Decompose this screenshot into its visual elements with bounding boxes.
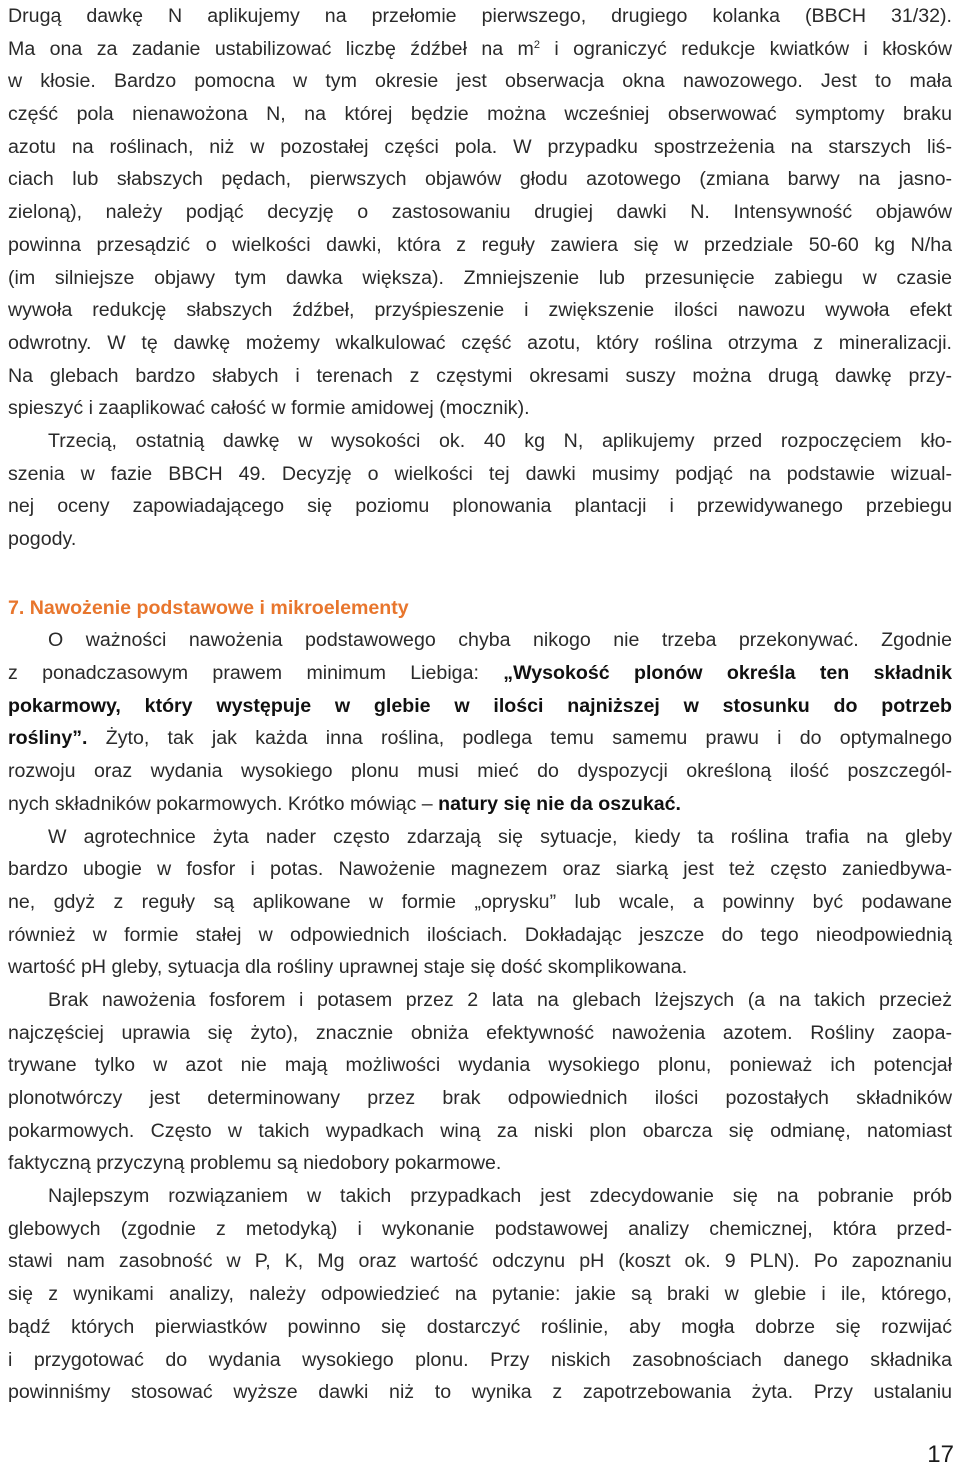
text-line: szenia w fazie BBCH 49. Decyzję o wielkości tej dawki musimy podjąć na podstawie wizual- bbox=[8, 462, 952, 485]
text-line: z ponadczasowym prawem minimum Liebiga: „Wysokość plonów określa ten składnik bbox=[8, 662, 952, 685]
paragraph-phosphorus-potassium bbox=[8, 984, 952, 1180]
text-line: zieloną), należy podjąć decyzję o zastosowaniu drugiej dawki N. Intensywność objawów bbox=[8, 201, 952, 224]
text-line: Drugą dawkę N aplikujemy na przełomie pierwszego, drugiego kolanka (BBCH 31/32). bbox=[8, 5, 952, 27]
text-line: rośliny”. Żyto, tak jak każda inna roślina, podlega temu samemu prawu i do optymalnego bbox=[8, 727, 952, 750]
text-line: stawi nam zasobność w P, K, Mg oraz wartość odczynu pH (koszt ok. 9 PLN). Po zapoznaniu bbox=[8, 1250, 952, 1273]
bold-phrase: natury się nie da oszukać. bbox=[438, 792, 681, 815]
text-line: powinna przesądzić o wielkości dawki, która z reguły zawiera się w przedziale 50-60 kg N/ha bbox=[8, 233, 952, 256]
section-spacer bbox=[8, 556, 952, 592]
text-line: ciach lub słabszych pędach, pierwszych objawów głodu azotowego (zmiana barwy na jasno- bbox=[8, 168, 952, 191]
text-line: plonotwórczy jest determinowany przez brak odpowiednich ilości pozostałych składników bbox=[8, 1087, 952, 1109]
text-line: odwrotny. W tę dawkę możemy wkalkulować część azotu, który roślina otrzyma z mineralizacji. bbox=[8, 331, 952, 354]
text-line: faktyczną przyczyną problemu są niedobory pokarmowe. bbox=[8, 1152, 502, 1175]
text-line: trywane tylko w azot nie mają możliwości wydania wysokiego plonu, ponieważ ich potencjał bbox=[8, 1054, 952, 1077]
paragraph-third-dose bbox=[8, 425, 952, 556]
section-heading: 7. Nawożenie podstawowe i mikroelementy bbox=[8, 596, 409, 619]
text-line: ne, gdyż z reguły są aplikowane w formie „oprysku” lub wcale, a powinny być podawane bbox=[8, 890, 952, 913]
text-line: i przygotować do wydania wysokiego plonu. Przy niskich zasobnościach danego składnika bbox=[8, 1348, 952, 1371]
text-line: wywoła redukcję słabszych źdźbeł, przyśpieszenie i zwiększenie ilości nawozu wywoła efekt bbox=[8, 299, 952, 322]
text-line: azotu na roślinach, niż w pozostałej części pola. W przypadku spostrzeżenia na starszych liś- bbox=[8, 135, 952, 158]
text-line: (im silniejsze objawy tym dawka większa). Zmniejszenie lub przesunięcie zabiegu w czasie bbox=[8, 266, 952, 289]
text-line: rozwoju oraz wydania wysokiego plonu musi mieć do dyspozycji określoną ilość poszczegól- bbox=[8, 760, 952, 783]
superscript: 2 bbox=[533, 38, 540, 51]
text-line: część pola nienawożona N, na której będzie można wcześniej obserwować symptomy braku bbox=[8, 103, 952, 126]
text-line: Najlepszym rozwiązaniem w takich przypadkach jest zdecydowanie się na pobranie prób bbox=[48, 1185, 952, 1208]
text-line: również w formie stałej w odpowiednich ilościach. Dokładając jeszcze do tego nieodpowiednią bbox=[8, 923, 952, 946]
text-line: nej oceny zapowiadającego się poziomu plonowania plantacji i przewidywanego przebiegu bbox=[8, 495, 952, 518]
text-line: najczęściej uprawia się żyto), znacznie obniża efektywność nawożenia azotem. Rośliny zaopa- bbox=[8, 1021, 952, 1044]
bold-quote: „Wysokość plonów określa ten składnik bbox=[503, 662, 952, 685]
paragraph-agrotechnics bbox=[8, 821, 952, 984]
paragraph-liebig-law bbox=[8, 624, 952, 820]
text-line: Brak nawożenia fosforem i potasem przez 2 lata na glebach lżejszych (a na takich przecież bbox=[48, 988, 952, 1011]
text-line: bardzo ubogie w fosfor i potas. Nawożenie magnezem oraz siarką jest też często zaniedbywa- bbox=[8, 858, 952, 881]
text-line: pogody. bbox=[8, 528, 77, 550]
text-line: spieszyć i zaaplikować całość w formie amidowej (mocznik). bbox=[8, 397, 530, 420]
text-line: nych składników pokarmowych. Krótko mówiąc – natury się nie da oszukać. bbox=[8, 792, 681, 815]
text-line: w kłosie. Bardzo pomocna w tym okresie jest obserwacja okna nawozowego. Jest to mała bbox=[8, 70, 952, 93]
text-line: Na glebach bardzo słabych i terenach z częstymi okresami suszy można drugą dawkę przy- bbox=[8, 364, 952, 387]
text-line: wartość pH gleby, sytuacja dla rośliny uprawnej staje się dość skomplikowana. bbox=[8, 956, 688, 979]
text-line: Trzecią, ostatnią dawkę w wysokości ok. 40 kg N, aplikujemy przed rozpoczęciem kło- bbox=[48, 429, 952, 452]
text-line: W agrotechnice żyta nader często zdarzają się sytuacje, kiedy ta roślina trafia na gleby bbox=[48, 825, 952, 848]
bold-quote: pokarmowy, który występuje w glebie w ilości najniższej w stosunku do potrzeb bbox=[8, 694, 952, 717]
text-line: Ma ona za zadanie ustabilizować liczbę źdźbeł na $m^2$ i ograniczyć redukcje kwiatków i kłosków bbox=[8, 37, 952, 60]
paragraph-second-dose bbox=[8, 0, 952, 425]
page-number: 17 bbox=[927, 1441, 954, 1468]
text-line: bądź których pierwiastków powinno się dostarczyć roślinie, aby mogła dobrze się rozwijać bbox=[8, 1315, 952, 1338]
paragraph-soil-analysis bbox=[8, 1180, 952, 1409]
text-line: O ważności nawożenia podstawowego chyba nikogo nie trzeba przekonywać. Zgodnie bbox=[48, 629, 952, 652]
bold-quote: rośliny”. bbox=[8, 727, 88, 750]
text-line: powinniśmy stosować wyższe dawki niż to wynika z zapotrzebowania żyta. Przy ustalaniu bbox=[8, 1381, 952, 1404]
text-line bbox=[8, 690, 952, 723]
text-line: pokarmowych. Często w takich wypadkach winą za niski plon obarcza się odmianę, natomiast bbox=[8, 1119, 952, 1142]
text-column bbox=[8, 0, 952, 1409]
text-line: glebowych (zgodnie z metodyką) i wykonanie podstawowej analizy chemicznej, która przed- bbox=[8, 1217, 952, 1240]
text-line: się z wynikami analizy, należy odpowiedzieć na pytanie: jakie są braki w glebie i ile, którego, bbox=[8, 1283, 952, 1306]
